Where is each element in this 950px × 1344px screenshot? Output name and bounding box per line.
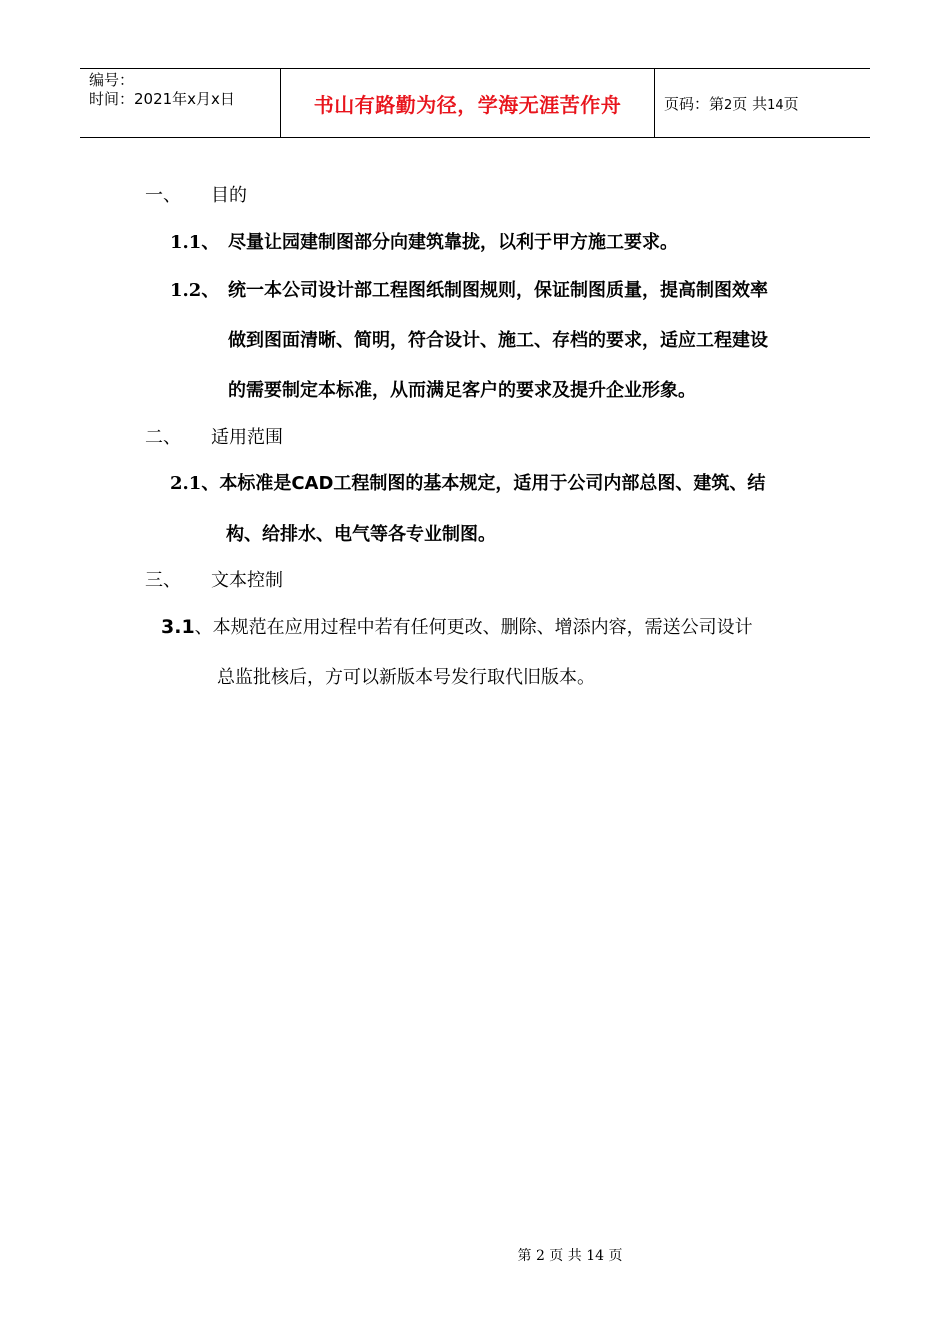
clause-text-line: 总监批核后，方可以新版本号发行取代旧版本。 — [217, 667, 595, 688]
clause-number: 3.1 — [161, 616, 195, 638]
header-page-cell — [655, 69, 870, 137]
document-number-label: 编号： — [89, 71, 135, 89]
section-heading-1 — [145, 184, 247, 208]
section-title: 适用范围 — [211, 427, 283, 448]
page-code-suffix: 页 — [783, 94, 799, 113]
clause-number: 1.2、 — [170, 280, 220, 301]
page-code-prefix: 页码：第 — [664, 94, 725, 113]
section-title: 目的 — [211, 185, 247, 206]
clause-2-1 — [170, 472, 765, 496]
clause-number: 1.1、 — [170, 232, 220, 253]
clause-number: 2.1、 — [170, 473, 220, 494]
header-page-code — [664, 93, 799, 114]
clause-text-line: 做到图面清晰、简明，符合设计、施工、存档的要求，适应工程建设 — [228, 330, 768, 351]
page-footer: 第 2 页 共 14 页 — [517, 1248, 623, 1264]
page-total: 14 — [767, 97, 784, 113]
page-current: 2 — [724, 97, 733, 113]
clause-text-line: 、本规范在应用过程中若有任何更改、删除、增添内容，需送公司设计 — [194, 617, 753, 638]
section-title: 文本控制 — [211, 570, 283, 591]
clause-1-1 — [170, 231, 678, 255]
header-motto: 书山有路勤为径，学海无涯苦作舟 — [313, 92, 622, 117]
document-date: 时间：2021年x月x日 — [89, 90, 235, 108]
clause-text-line: 尽量让园建制图部分向建筑靠拢，以利于甲方施工要求。 — [228, 232, 678, 253]
section-number: 一、 — [145, 185, 181, 206]
clause-3-1 — [161, 615, 753, 640]
clause-1-2 — [170, 279, 768, 303]
section-number: 二、 — [145, 427, 181, 448]
clause-text-line: 的需要制定本标准，从而满足客户的要求及提升企业形象。 — [228, 380, 696, 401]
header-motto-cell — [281, 69, 655, 137]
clause-text-line: 统一本公司设计部工程图纸制图规则，保证制图质量，提高制图效率 — [228, 280, 768, 301]
page-code-mid: 页 共 — [732, 94, 768, 113]
document-header — [80, 68, 870, 138]
clause-text-line: 构、给排水、电气等各专业制图。 — [226, 524, 496, 545]
section-number: 三、 — [145, 570, 181, 591]
header-info-cell — [80, 69, 281, 137]
section-heading-3 — [145, 569, 283, 593]
section-heading-2 — [145, 426, 283, 450]
clause-text-line: 本标准是CAD工程制图的基本规定，适用于公司内部总图、建筑、结 — [219, 473, 766, 494]
